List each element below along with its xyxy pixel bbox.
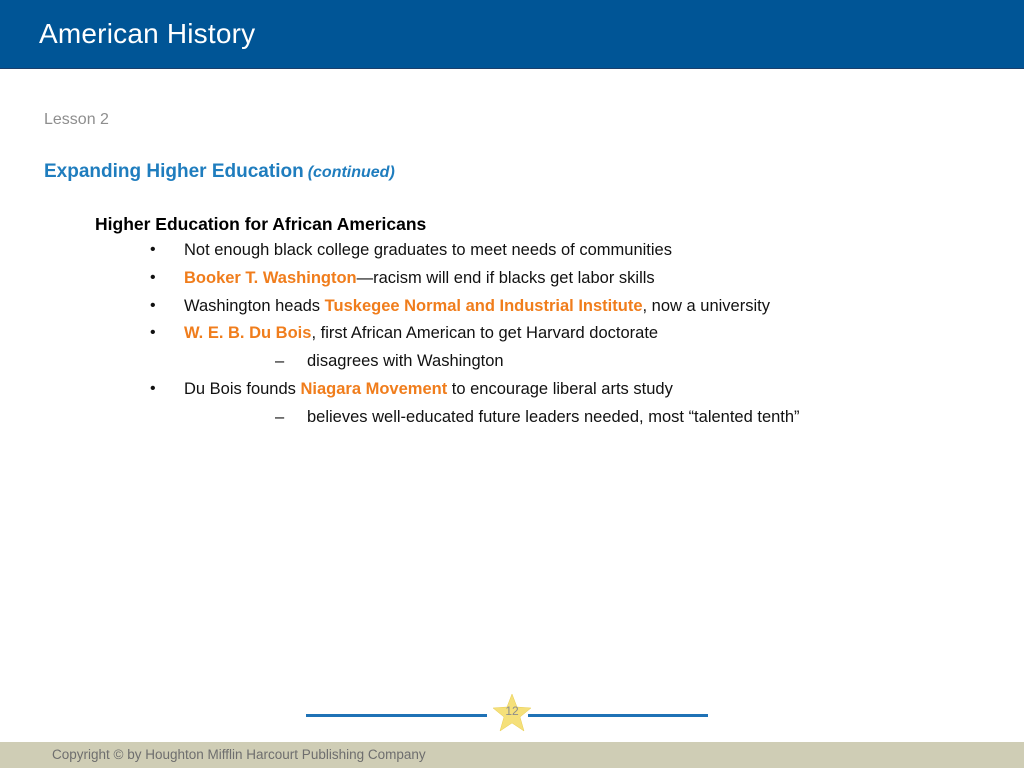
bullet-marker: • xyxy=(150,324,156,342)
list-item-segment: , now a university xyxy=(642,296,770,315)
list-item xyxy=(0,380,1000,406)
highlighted-term: Booker T. Washington xyxy=(184,268,357,287)
lesson-label: Lesson 2 xyxy=(44,111,109,128)
subheading: Higher Education for African Americans xyxy=(95,214,427,234)
highlighted-term: Niagara Movement xyxy=(300,380,448,398)
list-item-segment: Washington heads xyxy=(184,296,325,315)
copyright-text: Copyright © by Houghton Mifflin Harcourt Publishing Company xyxy=(52,747,426,762)
bullet-marker: • xyxy=(150,268,156,286)
sub-list-item xyxy=(0,408,1000,434)
highlighted-term: Tuskegee Normal and Industrial Institute xyxy=(324,296,643,315)
list-item-segment: disagrees with Washington xyxy=(307,352,504,371)
app-title: American History xyxy=(39,18,256,49)
dash-marker: – xyxy=(275,407,285,426)
header-bar xyxy=(0,0,1024,69)
list-item-text xyxy=(184,241,672,260)
footer-rule-left xyxy=(306,714,487,717)
copyright-bar xyxy=(0,742,1024,768)
list-item-segment: , first African American to get Harvard doctorate xyxy=(311,324,659,343)
sub-list-item xyxy=(0,352,1000,378)
list-item-segment: Du Bois founds xyxy=(184,380,301,398)
bullet-marker: • xyxy=(150,380,156,397)
list-item-segment: —racism will end if blacks get labor skills xyxy=(356,268,655,287)
bullet-marker: • xyxy=(150,241,156,258)
list-item xyxy=(0,297,1000,323)
bullet-marker: • xyxy=(150,296,156,314)
list-item xyxy=(0,269,1000,295)
footer-rule-right xyxy=(528,714,708,717)
list-item-text xyxy=(184,380,673,399)
list-item-text xyxy=(307,408,800,427)
list-item-text xyxy=(184,324,658,343)
list-item-text xyxy=(307,352,504,371)
list-item-segment: Not enough black college graduates to meet needs of communities xyxy=(184,241,672,259)
section-title-text: Expanding Higher Education xyxy=(44,161,304,182)
list-item-text xyxy=(184,269,655,288)
list-item xyxy=(0,241,1000,267)
section-subtitle: (continued) xyxy=(307,164,395,181)
list-item xyxy=(0,324,1000,350)
dash-marker: – xyxy=(275,352,285,371)
highlighted-term: W. E. B. Du Bois xyxy=(184,324,312,343)
section-title xyxy=(44,161,395,183)
list-item-segment: believes well-educated future leaders needed, most “talented tenth” xyxy=(307,407,800,426)
list-item-text xyxy=(184,297,770,316)
page-number: 12 xyxy=(505,704,519,718)
list-item-segment: to encourage liberal arts study xyxy=(447,380,673,398)
